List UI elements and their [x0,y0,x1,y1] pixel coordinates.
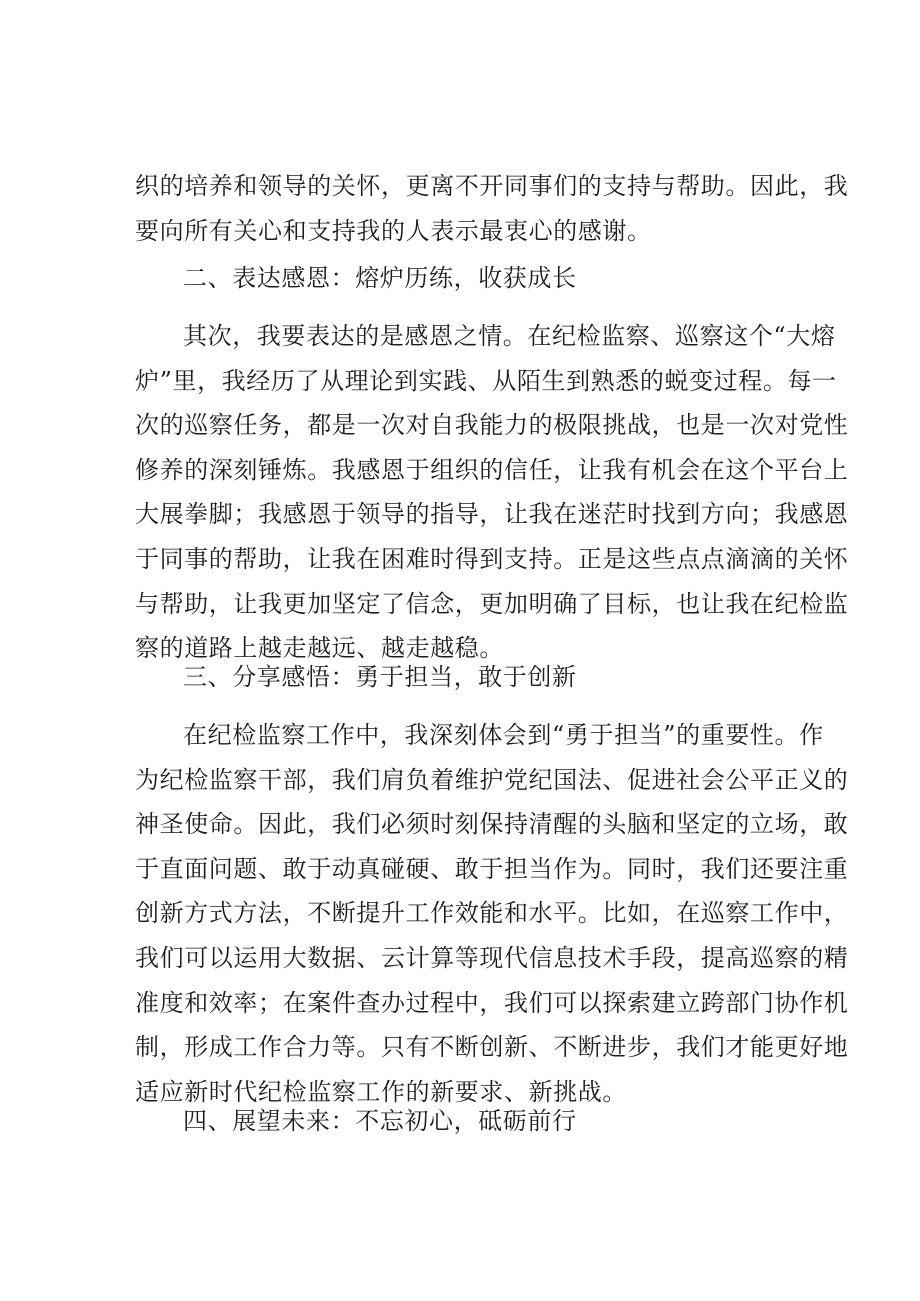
paragraph-line: 与帮助，让我更加坚定了信念，更加明确了目标，也让我在纪检监 [135,589,849,618]
paragraph-line: 大展拳脚；我感恩于领导的指导，让我在迷茫时找到方向；我感恩 [135,500,849,529]
paragraph-line: 于同事的帮助，让我在困难时得到支持。正是这些点点滴滴的关怀 [135,544,849,573]
paragraph-line: 在纪检监察工作中，我深刻体会到“勇于担当”的重要性。作 [183,721,824,749]
paragraph-line: 适应新时代纪检监察工作的新要求、新挑战。 [135,1077,627,1106]
paragraph-line: 炉”里，我经历了从理论到实践、从陌生到熟悉的蜕变过程。每一 [135,366,837,395]
paragraph-line: 织的培养和领导的关怀，更离不开同事们的支持与帮助。因此，我 [135,172,849,200]
paragraph-line: 其次，我要表达的是感恩之情。在纪检监察、巡察这个“大熔 [183,322,836,350]
paragraph-line: 于直面问题、敢于动真碰硬、敢于担当作为。同时，我们还要注重 [135,854,849,883]
paragraph-line: 制，形成工作合力等。只有不断创新、不断进步，我们才能更好地 [135,1033,849,1062]
paragraph-line: 准度和效率；在案件查办过程中，我们可以探索建立跨部门协作机 [135,988,849,1017]
paragraph-line: 创新方式方法，不断提升工作效能和水平。比如，在巡察工作中， [135,899,849,928]
section-heading-4: 四、展望未来：不忘初心，砥砺前行 [183,1107,577,1135]
paragraph-line: 为纪检监察干部，我们肩负着维护党纪国法、促进社会公平正义的 [135,765,849,794]
paragraph-line: 神圣使命。因此，我们必须时刻保持清醒的头脑和坚定的立场，敢 [135,810,849,839]
section-2-paragraph [135,314,849,671]
paragraph-line: 我们可以运用大数据、云计算等现代信息技术手段，提高巡察的精 [135,943,849,972]
section-heading-2: 二、表达感恩：熔炉历练，收获成长 [183,264,577,292]
paragraph-line: 察的道路上越走越远、越走越稳。 [135,634,504,663]
paragraph-continued [135,164,849,253]
paragraph-line: 修养的深刻锤炼。我感恩于组织的信任，让我有机会在这个平台上 [135,455,849,484]
section-3-paragraph [135,713,849,1114]
section-heading-3: 三、分享感悟：勇于担当，敢于创新 [183,663,577,691]
paragraph-line: 要向所有关心和支持我的人表示最衷心的感谢。 [135,216,652,245]
paragraph-line: 次的巡察任务，都是一次对自我能力的极限挑战，也是一次对党性 [135,411,849,440]
